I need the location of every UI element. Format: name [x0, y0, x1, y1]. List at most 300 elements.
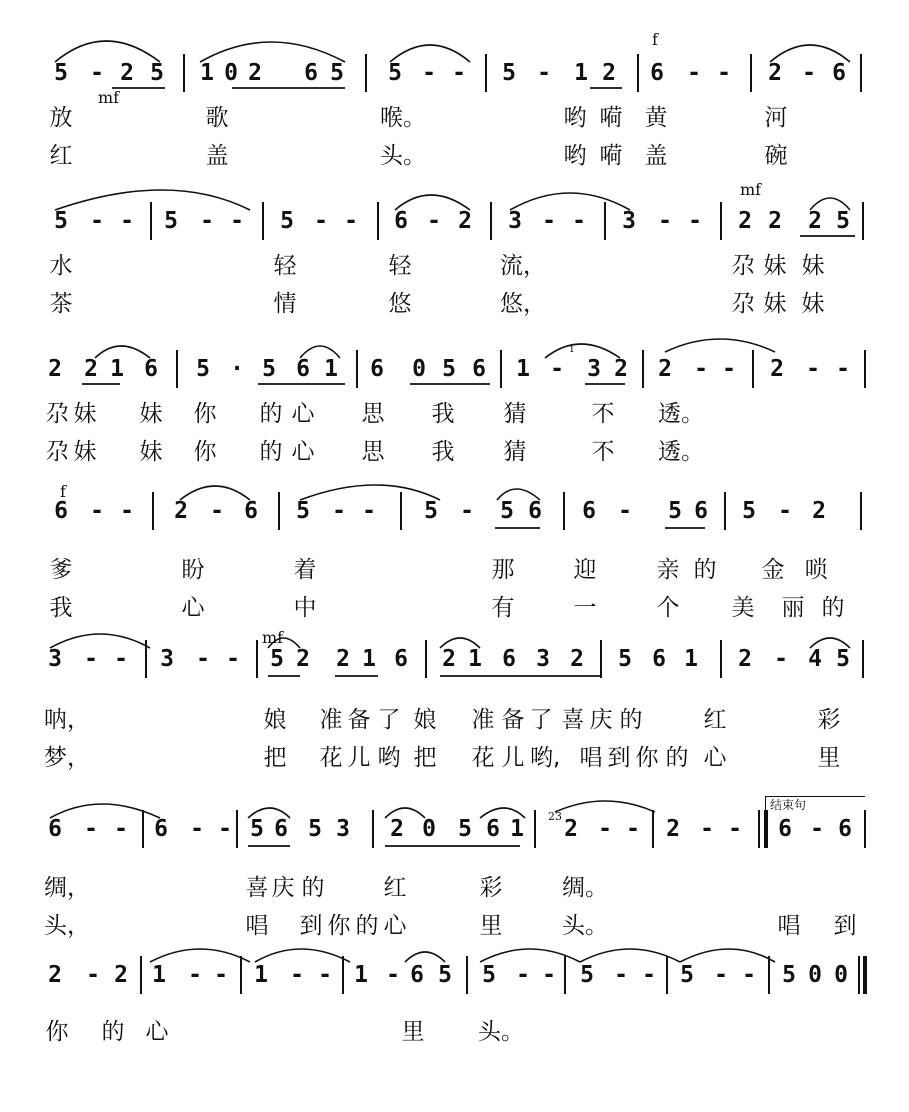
note: - — [516, 962, 530, 988]
lyric: 心 — [703, 745, 727, 771]
note: - — [218, 816, 232, 842]
barline — [377, 202, 379, 240]
note: 2 — [120, 60, 134, 86]
note: 6 — [54, 498, 68, 524]
lyric: 猜 — [503, 401, 527, 427]
note: 6 — [304, 60, 318, 86]
note: 0 — [412, 356, 426, 382]
note: 1 — [362, 646, 376, 672]
barline — [142, 810, 144, 848]
lyrics-verse-2 — [0, 438, 909, 468]
barline — [534, 810, 536, 848]
note: - — [810, 816, 824, 842]
lyric: 我 — [431, 439, 455, 465]
note: 6 — [472, 356, 486, 382]
dynamic-mark: mf — [740, 180, 762, 199]
lyric: 的 — [619, 707, 643, 733]
lyric: 花 — [471, 745, 495, 771]
lyric: 绸， — [44, 875, 90, 901]
note: 5 — [270, 646, 284, 672]
lyric: 情 — [273, 291, 297, 317]
note: - — [318, 962, 332, 988]
note: 6 — [486, 816, 500, 842]
barline — [140, 956, 142, 994]
barline — [466, 956, 468, 994]
lyric: 喜 — [561, 707, 585, 733]
note: 2 — [442, 646, 456, 672]
note: 6 — [370, 356, 384, 382]
note: 2 — [614, 356, 628, 382]
note: 2 — [602, 60, 616, 86]
note: 3 — [587, 356, 601, 382]
lyric: 儿 — [501, 745, 525, 771]
note: 5 — [836, 208, 850, 234]
note: 6 — [778, 816, 792, 842]
barline — [862, 640, 864, 678]
note: - — [774, 646, 788, 672]
lyric: 里 — [401, 1019, 425, 1045]
grace-note: 23 — [548, 810, 562, 823]
lyric: 的 — [259, 401, 283, 427]
note: - — [687, 60, 701, 86]
lyric: 唱 — [579, 745, 603, 771]
note: 2 — [296, 646, 310, 672]
note: - — [642, 962, 656, 988]
lyric: 心 — [291, 439, 315, 465]
note: 2 — [738, 646, 752, 672]
note: 1 — [110, 356, 124, 382]
note: - — [84, 646, 98, 672]
note: 6 — [838, 816, 852, 842]
lyric: 唢 — [804, 557, 828, 583]
barline — [342, 956, 344, 994]
lyric: 悠 — [388, 291, 412, 317]
barline — [666, 956, 668, 994]
note: 5 — [782, 962, 796, 988]
lyrics-verse-1 — [0, 1018, 909, 1048]
barline — [600, 640, 602, 678]
note: 3 — [508, 208, 522, 234]
note: - — [290, 962, 304, 988]
note: 5 — [54, 208, 68, 234]
note: 5 — [54, 60, 68, 86]
note: - — [214, 962, 228, 988]
note: - — [802, 60, 816, 86]
repeat-barline — [764, 810, 768, 848]
lyrics-verse-2 — [0, 744, 909, 774]
lyric: 妹 — [73, 401, 97, 427]
note: - — [542, 962, 556, 988]
note: - — [626, 816, 640, 842]
note: - — [114, 816, 128, 842]
lyric: 思 — [361, 401, 385, 427]
lyric: 猜 — [503, 439, 527, 465]
dynamic-mark: mf — [98, 88, 120, 107]
lyric: 唱 — [777, 913, 801, 939]
note: 4 — [808, 646, 822, 672]
note: 1 — [516, 356, 530, 382]
note: 5 — [196, 356, 210, 382]
lyric: 梦， — [44, 745, 90, 771]
note: - — [210, 498, 224, 524]
lyric: 备 — [347, 707, 371, 733]
final-barline — [858, 956, 860, 994]
note: 2 — [248, 60, 262, 86]
note: 5 — [500, 498, 514, 524]
lyric: 娘 — [413, 707, 437, 733]
note: 5 — [668, 498, 682, 524]
barline — [485, 54, 487, 92]
note: 1 — [574, 60, 588, 86]
barline — [490, 202, 492, 240]
note: 5 — [250, 816, 264, 842]
lyric: 妹 — [763, 291, 787, 317]
note: - — [190, 816, 204, 842]
lyrics-verse-1 — [0, 706, 909, 736]
lyrics-verse-2 — [0, 912, 909, 942]
lyric: 盖 — [644, 143, 668, 169]
lyric: 不 — [591, 401, 615, 427]
lyric: 亲 — [656, 557, 680, 583]
lyrics-verse-1 — [0, 556, 909, 586]
barline — [563, 492, 565, 530]
lyric: 绸。 — [562, 875, 608, 901]
note: 2 — [84, 356, 98, 382]
lyric: 头。 — [478, 1019, 524, 1045]
note: - — [700, 816, 714, 842]
note: 6 — [244, 498, 258, 524]
note: - — [200, 208, 214, 234]
note: 6 — [394, 646, 408, 672]
lyric: 不 — [591, 439, 615, 465]
note: - — [332, 498, 346, 524]
lyric: 歌 — [205, 105, 229, 131]
lyric: 头， — [44, 913, 90, 939]
lyric: 嗬 — [599, 105, 623, 131]
note: - — [226, 646, 240, 672]
lyric: 轻 — [273, 253, 297, 279]
note: - — [618, 498, 632, 524]
barline — [262, 202, 264, 240]
lyric: 你 — [193, 401, 217, 427]
lyric: 彩 — [479, 875, 503, 901]
note: 2 — [770, 356, 784, 382]
note: 5 — [482, 962, 496, 988]
note: 3 — [48, 646, 62, 672]
barline — [152, 492, 154, 530]
note: 2 — [738, 208, 752, 234]
lyric: 尕 — [45, 401, 69, 427]
lyric: 到 — [299, 913, 323, 939]
note: - — [386, 962, 400, 988]
note: 5 — [424, 498, 438, 524]
note: 2 — [48, 962, 62, 988]
lyric: 准 — [471, 707, 495, 733]
lyric: 你 — [635, 745, 659, 771]
lyric: 儿 — [347, 745, 371, 771]
note: 5 — [458, 816, 472, 842]
note: 2 — [808, 208, 822, 234]
note: 1 — [468, 646, 482, 672]
lyric: 嗬 — [599, 143, 623, 169]
barline — [752, 350, 754, 388]
barline — [236, 810, 238, 848]
note: 1 — [510, 816, 524, 842]
lyric: 有 — [491, 595, 515, 621]
note: 5 — [388, 60, 402, 86]
lyric: 红 — [49, 143, 73, 169]
lyric: 你 — [45, 1019, 69, 1045]
lyric: 红 — [383, 875, 407, 901]
note: - — [452, 60, 466, 86]
lyric: 透。 — [658, 439, 704, 465]
barline — [400, 492, 402, 530]
lyric: 哟 — [563, 143, 587, 169]
note: - — [460, 498, 474, 524]
note: 6 — [652, 646, 666, 672]
note: - — [114, 646, 128, 672]
barline — [642, 350, 644, 388]
lyric: 悠， — [500, 291, 546, 317]
note: 2 — [666, 816, 680, 842]
barline — [768, 956, 770, 994]
lyric: 红 — [703, 707, 727, 733]
lyric: 头。 — [562, 913, 608, 939]
note: 6 — [694, 498, 708, 524]
note: - — [658, 208, 672, 234]
lyric: 庆 — [589, 707, 613, 733]
lyric: 迎 — [573, 557, 597, 583]
barline — [365, 54, 367, 92]
lyric: 水 — [49, 253, 73, 279]
lyric: 哟, — [530, 745, 561, 771]
lyric: 妹 — [801, 253, 825, 279]
lyric: 你 — [193, 439, 217, 465]
note: 1 — [324, 356, 338, 382]
lyric: 备 — [501, 707, 525, 733]
barline — [176, 350, 178, 388]
note: 6 — [650, 60, 664, 86]
note: - — [550, 356, 564, 382]
note: 6 — [296, 356, 310, 382]
lyrics-verse-2 — [0, 290, 909, 320]
lyric: 尕 — [731, 253, 755, 279]
lyric: 盼 — [181, 557, 205, 583]
note: 0 — [808, 962, 822, 988]
lyric: 花 — [319, 745, 343, 771]
lyric: 盖 — [205, 143, 229, 169]
note: 2 — [48, 356, 62, 382]
barline — [150, 202, 152, 240]
note: - — [314, 208, 328, 234]
note: 6 — [410, 962, 424, 988]
lyric: 的 — [259, 439, 283, 465]
note: 6 — [502, 646, 516, 672]
note: 2 — [812, 498, 826, 524]
lyric: 着 — [293, 557, 317, 583]
lyric: 心 — [383, 913, 407, 939]
lyric: 金 — [761, 557, 785, 583]
lyric: 到 — [607, 745, 631, 771]
lyric: 呐， — [44, 707, 90, 733]
barline — [425, 640, 427, 678]
lyric: 心 — [291, 401, 315, 427]
lyrics-verse-1 — [0, 104, 909, 134]
lyric: 尕 — [731, 291, 755, 317]
lyric: 心 — [181, 595, 205, 621]
dynamic-mark: f — [60, 482, 66, 501]
note: - — [90, 208, 104, 234]
note: - — [537, 60, 551, 86]
lyric: 了 — [529, 707, 553, 733]
note: 1 — [684, 646, 698, 672]
note: - — [188, 962, 202, 988]
note: · — [230, 356, 244, 382]
note: 2 — [114, 962, 128, 988]
note: 3 — [622, 208, 636, 234]
lyric: 的 — [355, 913, 379, 939]
note: 6 — [528, 498, 542, 524]
note: 1 — [152, 962, 166, 988]
note: 0 — [834, 962, 848, 988]
lyric: 爹 — [49, 557, 73, 583]
barline — [860, 54, 862, 92]
note: 5 — [680, 962, 694, 988]
lyric: 庆 — [271, 875, 295, 901]
note: 3 — [160, 646, 174, 672]
lyric: 妹 — [139, 401, 163, 427]
final-barline — [863, 956, 867, 994]
note: 2 — [458, 208, 472, 234]
note: 1 — [254, 962, 268, 988]
lyric: 准 — [319, 707, 343, 733]
note: 2 — [174, 498, 188, 524]
note: 5 — [164, 208, 178, 234]
lyric: 一 — [573, 595, 597, 621]
barline — [860, 492, 862, 530]
note: 5 — [262, 356, 276, 382]
note: - — [120, 498, 134, 524]
lyric: 碗 — [764, 143, 788, 169]
note: 3 — [336, 816, 350, 842]
note: 3 — [536, 646, 550, 672]
note: 5 — [580, 962, 594, 988]
barline — [720, 202, 722, 240]
note: - — [688, 208, 702, 234]
note: - — [778, 498, 792, 524]
note: - — [90, 60, 104, 86]
barline — [356, 350, 358, 388]
barline — [864, 810, 866, 848]
note: 6 — [274, 816, 288, 842]
barline — [278, 492, 280, 530]
note: - — [722, 356, 736, 382]
note: 5 — [502, 60, 516, 86]
note: 5 — [836, 646, 850, 672]
lyric: 透。 — [658, 401, 704, 427]
note: 2 — [564, 816, 578, 842]
grace-note: i — [570, 342, 574, 355]
note: - — [836, 356, 850, 382]
barline — [720, 640, 722, 678]
note: - — [614, 962, 628, 988]
note: 6 — [154, 816, 168, 842]
repeat-barline — [758, 810, 760, 848]
lyric: 彩 — [817, 707, 841, 733]
note: 5 — [308, 816, 322, 842]
barline — [637, 54, 639, 92]
lyric: 丽 — [781, 595, 805, 621]
lyric: 我 — [431, 401, 455, 427]
lyric: 你 — [327, 913, 351, 939]
lyrics-verse-1 — [0, 400, 909, 430]
note: 0 — [422, 816, 436, 842]
lyric: 放 — [49, 105, 73, 131]
note: - — [728, 816, 742, 842]
lyric: 思 — [361, 439, 385, 465]
note: - — [694, 356, 708, 382]
lyric: 娘 — [263, 707, 287, 733]
lyrics-verse-1 — [0, 874, 909, 904]
lyric: 妹 — [73, 439, 97, 465]
barline — [564, 956, 566, 994]
note: 2 — [658, 356, 672, 382]
dynamic-mark: mf — [262, 628, 284, 647]
note: 0 — [224, 60, 238, 86]
lyric: 喉。 — [380, 105, 426, 131]
lyrics-verse-2 — [0, 142, 909, 172]
lyric: 里 — [479, 913, 503, 939]
lyric: 妹 — [139, 439, 163, 465]
note: - — [422, 60, 436, 86]
lyric: 妹 — [763, 253, 787, 279]
lyrics-verse-2 — [0, 594, 909, 624]
lyric: 到 — [833, 913, 857, 939]
note: 2 — [768, 208, 782, 234]
note: - — [344, 208, 358, 234]
lyric: 我 — [49, 595, 73, 621]
lyric: 的 — [693, 557, 717, 583]
lyric: 轻 — [388, 253, 412, 279]
note: 5 — [150, 60, 164, 86]
note: - — [598, 816, 612, 842]
note: 5 — [280, 208, 294, 234]
barline — [724, 492, 726, 530]
note: 2 — [336, 646, 350, 672]
barline — [145, 640, 147, 678]
dynamic-mark: f — [652, 30, 658, 49]
note: 6 — [582, 498, 596, 524]
note: 5 — [438, 962, 452, 988]
lyric: 的 — [301, 875, 325, 901]
lyric: 中 — [293, 595, 317, 621]
lyric: 哟 — [563, 105, 587, 131]
note: - — [427, 208, 441, 234]
note: - — [742, 962, 756, 988]
lyric: 哟 — [377, 745, 401, 771]
note: - — [120, 208, 134, 234]
note: - — [572, 208, 586, 234]
barline — [864, 350, 866, 388]
barline — [372, 810, 374, 848]
lyrics-verse-1 — [0, 252, 909, 282]
lyric: 了 — [377, 707, 401, 733]
note: 2 — [570, 646, 584, 672]
note: 6 — [394, 208, 408, 234]
note: 6 — [48, 816, 62, 842]
note: - — [90, 498, 104, 524]
note: 5 — [442, 356, 456, 382]
